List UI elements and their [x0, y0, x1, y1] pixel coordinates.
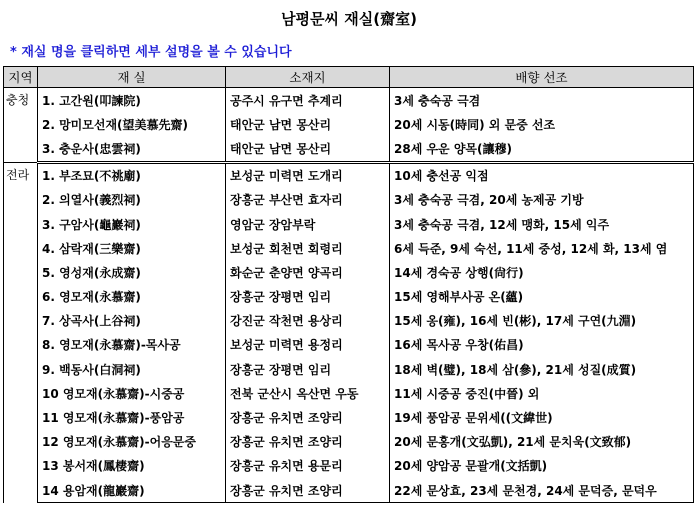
table-row — [4, 188, 694, 212]
shrine-name-link[interactable]: 1. 고간원(叩諫院) — [38, 88, 226, 113]
shrine-name-link[interactable]: 12 영모재(永慕齋)-어응문중 — [38, 430, 226, 454]
location-cell: 장흥군 장평면 임리 — [226, 357, 390, 381]
location-cell: 영암군 장암부락 — [226, 212, 390, 236]
table-row — [4, 285, 694, 309]
ancestors-cell: 20세 양암공 문괄개(文括凱) — [390, 454, 694, 478]
ancestors-cell: 18세 벽(璧), 18세 삼(參), 21세 성질(成質) — [390, 357, 694, 381]
table-row — [4, 454, 694, 478]
table-row — [4, 405, 694, 429]
table-row — [4, 162, 694, 188]
shrine-name-link[interactable]: 3. 충운사(忠雲祠) — [38, 136, 226, 162]
table-row — [4, 212, 694, 236]
shrine-name-link[interactable]: 3. 구암사(龜巖祠) — [38, 212, 226, 236]
table-body — [4, 88, 694, 503]
shrine-name-link[interactable]: 8. 영모재(永慕齋)-목사공 — [38, 333, 226, 357]
click-notice: * 재실 명을 클릭하면 세부 설명을 볼 수 있습니다 — [10, 45, 292, 60]
table-header-row — [4, 67, 694, 88]
ancestors-cell: 3세 충숙공 극겸 — [390, 88, 694, 113]
ancestors-cell: 15세 영해부사공 온(蘊) — [390, 285, 694, 309]
shrine-name-link[interactable]: 7. 상곡사(上谷祠) — [38, 309, 226, 333]
location-cell: 장흥군 유치면 용문리 — [226, 454, 390, 478]
shrine-name-link[interactable]: 6. 영모재(永慕齋) — [38, 285, 226, 309]
shrine-name-link[interactable]: 2. 의열사(義烈祠) — [38, 188, 226, 212]
shrine-name-link[interactable]: 4. 삼락재(三樂齋) — [38, 236, 226, 260]
ancestors-cell: 14세 경숙공 상행(尙行) — [390, 260, 694, 284]
location-cell: 공주시 유구면 추계리 — [226, 88, 390, 113]
ancestors-cell: 3세 충숙공 극겸, 20세 농제공 기방 — [390, 188, 694, 212]
location-cell: 보성군 미력면 도개리 — [226, 162, 390, 188]
shrine-name-link[interactable]: 14 용암재(龍巖齋) — [38, 478, 226, 503]
ancestors-cell: 28세 우운 양목(讓穆) — [390, 136, 694, 162]
location-cell: 강진군 작천면 용상리 — [226, 309, 390, 333]
table-row — [4, 260, 694, 284]
header-shrine: 재 실 — [38, 67, 226, 88]
ancestors-cell: 11세 시중공 중진(中晉) 외 — [390, 381, 694, 405]
location-cell: 장흥군 유치면 조양리 — [226, 405, 390, 429]
location-cell: 장흥군 부산면 효자리 — [226, 188, 390, 212]
header-ancestors: 배향 선조 — [390, 67, 694, 88]
ancestors-cell: 10세 충선공 익점 — [390, 162, 694, 188]
header-location: 소재지 — [226, 67, 390, 88]
location-cell: 장흥군 유치면 조양리 — [226, 430, 390, 454]
table-row — [4, 430, 694, 454]
location-cell: 태안군 남면 몽산리 — [226, 112, 390, 136]
location-cell: 장흥군 유치면 조양리 — [226, 478, 390, 503]
ancestors-cell: 15세 옹(雍), 16세 빈(彬), 17세 구연(九淵) — [390, 309, 694, 333]
shrine-name-link[interactable]: 9. 백동사(白洞祠) — [38, 357, 226, 381]
location-cell: 화순군 춘양면 양곡리 — [226, 260, 390, 284]
ancestors-cell: 22세 문상효, 23세 문천경, 24세 문덕증, 문덕우 — [390, 478, 694, 503]
ancestors-cell: 16세 목사공 우창(佑昌) — [390, 333, 694, 357]
location-cell: 보성군 회천면 회령리 — [226, 236, 390, 260]
table-row — [4, 136, 694, 162]
ancestors-cell: 20세 문홍개(文弘凱), 21세 문치욱(文致郁) — [390, 430, 694, 454]
shrine-name-link[interactable]: 5. 영성재(永成齋) — [38, 260, 226, 284]
ancestors-cell: 19세 풍암공 문위세((文緯世) — [390, 405, 694, 429]
ancestors-cell: 6세 득준, 9세 숙선, 11세 중성, 12세 화, 13세 염 — [390, 236, 694, 260]
table-row — [4, 357, 694, 381]
page-title: 남평문씨 재실(齋室) — [281, 10, 417, 28]
table-row — [4, 333, 694, 357]
shrine-name-link[interactable]: 1. 부조묘(不祧廟) — [38, 162, 226, 188]
ancestors-cell: 20세 시동(時同) 외 문중 선조 — [390, 112, 694, 136]
shrine-name-link[interactable]: 2. 망미모선재(望美慕先齋) — [38, 112, 226, 136]
header-region: 지역 — [4, 67, 38, 88]
location-cell: 보성군 미력면 용정리 — [226, 333, 390, 357]
table-row — [4, 478, 694, 503]
table-row — [4, 236, 694, 260]
table-row — [4, 381, 694, 405]
table-row — [4, 112, 694, 136]
region-cell: 전라 — [4, 162, 38, 503]
shrine-table — [3, 66, 694, 503]
region-cell: 충청 — [4, 88, 38, 163]
location-cell: 전북 군산시 옥산면 우동 — [226, 381, 390, 405]
ancestors-cell: 3세 충숙공 극겸, 12세 맹화, 15세 익주 — [390, 212, 694, 236]
location-cell: 태안군 남면 몽산리 — [226, 136, 390, 162]
location-cell: 장흥군 장평면 임리 — [226, 285, 390, 309]
table-row — [4, 309, 694, 333]
shrine-name-link[interactable]: 13 봉서재(鳳棲齋) — [38, 454, 226, 478]
shrine-name-link[interactable]: 10 영모재(永慕齋)-시중공 — [38, 381, 226, 405]
table-row — [4, 88, 694, 113]
shrine-name-link[interactable]: 11 영모재(永慕齋)-풍암공 — [38, 405, 226, 429]
